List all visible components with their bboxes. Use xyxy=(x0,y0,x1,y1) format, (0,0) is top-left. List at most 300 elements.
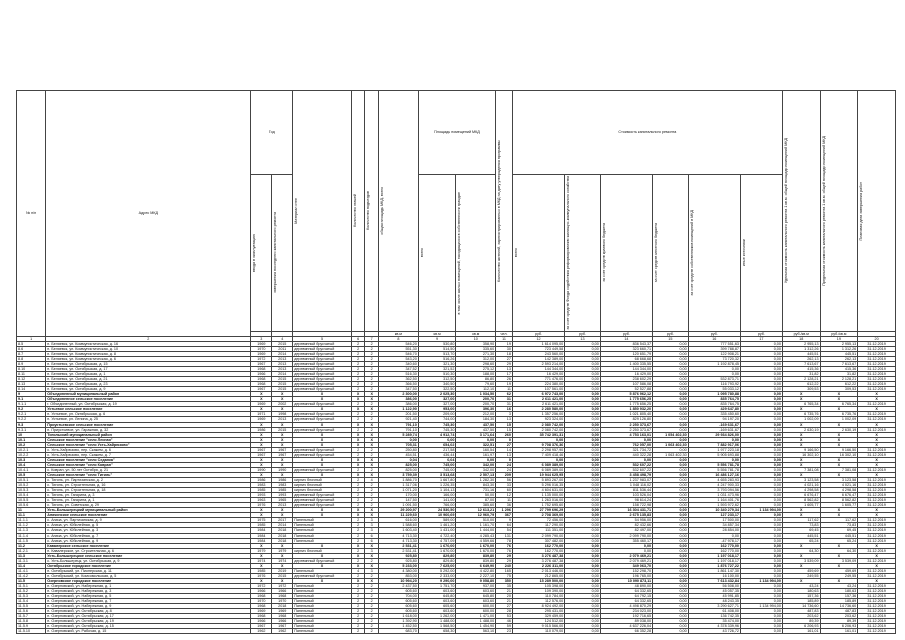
address-cell: с. Усть-Большерецк, ул. Октябрьская, д. 9 xyxy=(46,558,251,563)
table-cell: 1968 xyxy=(251,366,272,371)
table-cell: 2 333,00 xyxy=(418,573,456,578)
table-cell: 516,26 xyxy=(418,356,456,361)
table-cell: 953,00 xyxy=(418,407,456,412)
table-cell: 31.12.2019 xyxy=(858,356,896,361)
table-cell: Х xyxy=(351,392,365,397)
table-cell: 203,62 xyxy=(782,614,820,619)
table-cell: 3 171,64 xyxy=(456,432,496,437)
table-cell: 0,00 xyxy=(740,412,782,417)
table-cell: 1 568,50 xyxy=(418,624,456,629)
address-cell: с. Тигиль, ул. Гагарина, д. 3 xyxy=(46,493,251,498)
table-cell: 5 289,74 xyxy=(379,432,419,437)
table-cell: 1 670,00 xyxy=(418,548,456,553)
table-cell: 0,00 xyxy=(653,377,689,382)
table-cell: 1 751,70 xyxy=(418,584,456,589)
table-cell: 1971 xyxy=(251,412,272,417)
table-cell: 2 xyxy=(351,533,365,538)
table-cell: 0,00 xyxy=(418,437,456,442)
table-cell: 1972 xyxy=(272,584,293,589)
table-cell: 0,00 xyxy=(565,589,601,594)
table-cell: 603,60 xyxy=(418,589,456,594)
table-cell: деревянный брусчатый xyxy=(293,412,352,417)
unit-cell: чел. xyxy=(496,331,513,336)
unit-cell: кв.м xyxy=(456,331,496,336)
table-cell: 445,51 xyxy=(782,351,820,356)
table-cell: 45 057,35 xyxy=(688,589,740,594)
table-cell: деревянный брусчатый xyxy=(293,356,352,361)
table-cell: 0,00 xyxy=(688,372,740,377)
table-cell: 0,00 xyxy=(512,437,564,442)
table-cell: 19 944 625,95 xyxy=(512,472,564,477)
table-cell: 9.3 xyxy=(17,422,46,427)
table-cell: 10.5 xyxy=(17,472,46,477)
table-body xyxy=(17,341,896,634)
table-cell: 82 432,66 xyxy=(600,523,652,528)
table-cell: 10 090 873,11 xyxy=(600,578,652,583)
table-cell: 2015 xyxy=(272,387,293,392)
table-cell: Х xyxy=(858,513,896,518)
table-cell: 7 613,67 xyxy=(820,361,858,366)
table-cell: 2 xyxy=(365,629,379,634)
table-cell: 136 742,35 xyxy=(688,614,740,619)
table-cell: 2 xyxy=(351,498,365,503)
table-cell: 415,36 xyxy=(820,366,858,371)
table-cell: 0,00 xyxy=(653,397,689,402)
table-cell: 62 xyxy=(496,392,513,397)
table-cell: 13 xyxy=(496,366,513,371)
table-cell: Х xyxy=(820,397,858,402)
table-cell: 11.5.7 xyxy=(17,614,46,619)
table-cell: 31.12.2019 xyxy=(858,372,896,377)
table-cell: 0,00 xyxy=(565,457,601,462)
table-cell: 835 764,75 xyxy=(688,402,740,407)
header-cost-total: всего xyxy=(512,175,564,332)
header-municipal: за счет средств местного бюджета xyxy=(653,175,689,332)
table-cell: 152 298,70 xyxy=(600,568,652,573)
column-number-cell: 13 xyxy=(565,336,601,341)
table-cell: 8 562,82 xyxy=(782,498,820,503)
table-cell: 1 104,13 xyxy=(418,488,456,493)
table-cell: 124 512,00 xyxy=(512,619,564,624)
table-cell: 3 793 094,56 xyxy=(688,488,740,493)
table-cell: 19 xyxy=(496,382,513,387)
table-cell: Х xyxy=(351,578,365,583)
table-cell: 312,50 xyxy=(418,377,456,382)
table-cell: 440 322,28 xyxy=(600,452,652,457)
table-cell: Х xyxy=(251,543,272,548)
table-cell: 1 400 335,55 xyxy=(600,361,652,366)
table-cell: 0,00 xyxy=(740,402,782,407)
table-cell: 65,24 xyxy=(782,538,820,543)
table-cell: Х xyxy=(858,553,896,558)
table-cell: 5 296 016,35 xyxy=(512,483,564,488)
table-cell: 1 977 223,18 xyxy=(688,447,740,452)
table-cell: 0,00 xyxy=(740,548,782,553)
table-cell: 66 352,28 xyxy=(600,629,652,634)
table-cell: 29 200,97 xyxy=(379,508,419,513)
table-cell: Х xyxy=(858,578,896,583)
table-cell: Х xyxy=(272,472,293,477)
table-cell: Х xyxy=(351,462,365,467)
table-cell: 298,60 xyxy=(456,361,496,366)
table-cell: 36 xyxy=(496,503,513,508)
table-cell: 10 994,20 xyxy=(379,578,419,583)
table-cell: 8.5 xyxy=(17,341,46,346)
table-cell: 0,00 xyxy=(565,488,601,493)
table-cell: 184,30 xyxy=(456,417,496,422)
table-cell: 56 508,00 xyxy=(688,584,740,589)
table-cell: 111 351,00 xyxy=(512,528,564,533)
table-cell: 14 xyxy=(496,447,513,452)
table-cell: 0,00 xyxy=(740,437,782,442)
table-cell: 2 708 369,00 xyxy=(512,513,564,518)
header-residents: Количество жителей, зарегистрированных в МКД на дату утверждения программы xyxy=(496,91,513,332)
table-cell: 2 025,30 xyxy=(418,392,456,397)
table-cell: 0,00 xyxy=(565,452,601,457)
table-cell: 829,80 xyxy=(418,553,456,558)
table-cell: 0,00 xyxy=(565,417,601,422)
table-cell: 12 613,21 xyxy=(456,508,496,513)
table-cell: Х xyxy=(365,553,379,558)
table-cell: 31.12.2019 xyxy=(858,558,896,563)
table-cell: 9.1.1 xyxy=(17,402,46,407)
table-cell: 0,00 xyxy=(653,558,689,563)
table-cell: 17 500,00 xyxy=(688,518,740,523)
table-cell: Х xyxy=(293,578,352,583)
table-cell: 10.3 xyxy=(17,457,46,462)
table-cell: 1 593 972,62 xyxy=(688,503,740,508)
table-cell: 766,00 xyxy=(418,503,456,508)
table-cell: 4 912,74 xyxy=(418,432,456,437)
table-cell: 10.4 xyxy=(17,462,46,467)
table-cell: Х xyxy=(272,553,293,558)
table-cell: 1969 xyxy=(272,609,293,614)
table-cell: 31.12.2019 xyxy=(858,589,896,594)
table-cell: Х xyxy=(251,442,272,447)
table-cell: 3 xyxy=(365,518,379,523)
table-cell: 2018 xyxy=(272,528,293,533)
table-cell: Х xyxy=(820,513,858,518)
table-cell: 9 166,50 xyxy=(782,447,820,452)
table-cell: 201,50 xyxy=(379,412,419,417)
table-cell: 4 xyxy=(351,568,365,573)
table-cell: 0,00 xyxy=(565,422,601,427)
address-cell: с. Усть-Хайрюзово, пер. Скажем, д. 6 xyxy=(46,447,251,452)
table-cell: 0,00 xyxy=(565,412,601,417)
table-cell: 0,00 xyxy=(653,366,689,371)
table-cell: Х xyxy=(820,432,858,437)
table-cell: 1 357 256,00 xyxy=(512,412,564,417)
table-cell: 2 250 373,67 xyxy=(600,427,652,432)
table-cell: 2 xyxy=(365,493,379,498)
table-cell: 340,50 xyxy=(418,382,456,387)
address-cell: п. Беляевск, ул. Коммунистическая, д. 6 xyxy=(46,356,251,361)
address-cell: Приустьевское сельское поселение xyxy=(46,422,251,427)
table-cell: 2 099 790,00 xyxy=(600,533,652,538)
table-cell: Х xyxy=(782,422,820,427)
table-cell: 1976 xyxy=(251,573,272,578)
header-date: Плановая дата завершения работ xyxy=(858,91,896,332)
capital-repair-table-sheet xyxy=(16,90,896,634)
table-cell: 0,00 xyxy=(565,498,601,503)
table-cell: 31.12.2019 xyxy=(858,533,896,538)
table-cell: 20 xyxy=(496,594,513,599)
table-cell: 1967 xyxy=(251,624,272,629)
table-cell: деревянный брусчатый xyxy=(293,447,352,452)
table-cell: 64,30 xyxy=(820,548,858,553)
table-cell: 0,00 xyxy=(565,533,601,538)
table-cell: 2 xyxy=(351,589,365,594)
table-cell: Х xyxy=(365,472,379,477)
table-cell: Х xyxy=(365,392,379,397)
table-cell: 11.5.9 xyxy=(17,624,46,629)
table-cell: 0,00 xyxy=(565,624,601,629)
table-cell: 0,00 xyxy=(565,407,601,412)
table-cell: 349 063,70 xyxy=(600,563,652,568)
table-cell: 48 890,00 xyxy=(600,584,652,589)
table-cell: 240 xyxy=(496,563,513,568)
table-cell: деревянный брусчатый xyxy=(293,382,352,387)
table-cell: Панельный xyxy=(293,538,352,543)
table-cell: 295 431,00 xyxy=(512,609,564,614)
table-cell: 3 539,09 xyxy=(782,558,820,563)
table-cell: 0,00 xyxy=(565,584,601,589)
table-cell: 31.12.2019 xyxy=(858,498,896,503)
table-cell: 0,00 xyxy=(565,573,601,578)
table-cell: 1975 xyxy=(251,518,272,523)
table-cell: 1 031 473,96 xyxy=(688,493,740,498)
address-cell: п. Озерновский, ул. Набережная, д. 5 xyxy=(46,594,251,599)
table-cell: 1979 xyxy=(251,548,272,553)
table-cell: 31.12.2019 xyxy=(858,609,896,614)
table-cell: 0,00 xyxy=(688,437,740,442)
unit-cell: руб. xyxy=(600,331,652,336)
table-cell: 2 xyxy=(351,351,365,356)
unit-cell: руб./кв.м xyxy=(782,331,820,336)
table-cell: 2 xyxy=(351,387,365,392)
table-cell: 4 247 900,33 xyxy=(688,483,740,488)
table-cell: 0,00 xyxy=(565,619,601,624)
table-cell: Х xyxy=(293,392,352,397)
address-cell: с. Усть-Хайрюзово, пер. Скажем, д. 7 xyxy=(46,452,251,457)
table-cell: 209,00 xyxy=(418,412,456,417)
table-cell: 835 764,75 xyxy=(688,397,740,402)
table-cell: Х xyxy=(782,397,820,402)
column-number-cell: 15 xyxy=(653,336,689,341)
table-cell: Х xyxy=(820,392,858,397)
table-cell: 0,00 xyxy=(653,584,689,589)
table-cell: 180,63 xyxy=(820,589,858,594)
table-cell: 31.12.2019 xyxy=(858,584,896,589)
table-cell: 2 xyxy=(351,467,365,472)
table-cell: 1 048 116,02 xyxy=(600,483,652,488)
table-cell: 30 xyxy=(496,346,513,351)
table-cell: 3 123,58 xyxy=(782,478,820,483)
table-cell: 323 660,71 xyxy=(600,346,652,351)
table-cell: 196 765,00 xyxy=(600,573,652,578)
table-cell: Х xyxy=(251,508,272,513)
table-cell: 4 559,66 xyxy=(456,538,496,543)
address-cell: п. Беляевск, ул. Октябрьская, д. 15 xyxy=(46,361,251,366)
address-cell: с. Тигиль, ул. Советская, д. 29 xyxy=(46,503,251,508)
table-cell: 180,63 xyxy=(782,589,820,594)
table-cell: 43 726,72 xyxy=(688,629,740,634)
table-cell: 2 xyxy=(365,427,379,432)
table-cell: 563,10 xyxy=(456,629,496,634)
table-cell: деревянный брусчатый xyxy=(293,573,352,578)
table-cell: Х xyxy=(351,553,365,558)
table-cell: 0,00 xyxy=(740,447,782,452)
table-cell: 0,00 xyxy=(653,402,689,407)
table-cell: 188,00 xyxy=(456,372,496,377)
header-row-top xyxy=(17,91,896,175)
table-cell: 0,00 xyxy=(565,503,601,508)
table-cell: 107 586,08 xyxy=(600,382,652,387)
table-cell: 1990 xyxy=(251,467,272,472)
table-cell: Х xyxy=(293,513,352,518)
table-cell: 1985 xyxy=(251,568,272,573)
table-cell: Панельный xyxy=(293,589,352,594)
table-cell: 1 161,70 xyxy=(456,523,496,528)
address-cell: с. Тигиль, ул. Строительная, д. 18 xyxy=(46,488,251,493)
table-cell: 1 850 932,20 xyxy=(600,407,652,412)
table-cell: 2 xyxy=(351,483,365,488)
table-cell: 64 332,65 xyxy=(600,599,652,604)
table-cell: 0,00 xyxy=(653,604,689,609)
table-cell: 2 437,50 xyxy=(379,584,419,589)
table-cell: 312,00 xyxy=(456,356,496,361)
table-cell: 2019 xyxy=(272,568,293,573)
table-cell: 5 893 267,00 xyxy=(512,478,564,483)
table-cell: 2011 xyxy=(272,346,293,351)
table-cell: 1 471,00 xyxy=(456,614,496,619)
column-number-cell: 4 xyxy=(272,336,293,341)
table-cell: 2 xyxy=(351,377,365,382)
table-cell: 3 xyxy=(496,412,513,417)
table-cell: 0,00 xyxy=(653,462,689,467)
column-number-cell: 3 xyxy=(251,336,272,341)
table-cell: 705,31 xyxy=(379,442,419,447)
table-cell: 603,60 xyxy=(456,599,496,604)
column-number-cell: 5 xyxy=(293,336,352,341)
table-cell: 0,00 xyxy=(565,397,601,402)
table-cell: 0,00 xyxy=(740,467,782,472)
table-cell: 0,00 xyxy=(600,543,652,548)
table-cell: 2015 xyxy=(272,341,293,346)
column-number-cell: 11 xyxy=(496,336,513,341)
table-cell: 2 xyxy=(365,604,379,609)
table-cell: 2 xyxy=(351,417,365,422)
table-cell: 0,00 xyxy=(653,407,689,412)
table-cell: деревянный брусчатый xyxy=(293,427,352,432)
table-cell: 0,00 xyxy=(740,478,782,483)
table-cell: 3 290 627,71 xyxy=(688,604,740,609)
table-cell: 8.14 xyxy=(17,387,46,392)
table-cell: 10.2.2 xyxy=(17,452,46,457)
table-cell: 0,00 xyxy=(740,488,782,493)
table-cell: 811 536,44 xyxy=(600,488,652,493)
table-cell: Х xyxy=(782,437,820,442)
table-cell: 2013 xyxy=(272,503,293,508)
table-cell: 2 xyxy=(351,356,365,361)
table-cell: 4 378 339,96 xyxy=(688,624,740,629)
header-address: Адрес МКД xyxy=(46,91,251,337)
address-cell: п. Устьевое, ул. Ленина, д. 25 xyxy=(46,417,251,422)
table-cell: 777 551,63 xyxy=(688,341,740,346)
table-cell: 3 xyxy=(365,523,379,528)
table-cell: 16 302,10 xyxy=(782,452,820,457)
table-cell: 0,00 xyxy=(740,361,782,366)
table-cell: 0,00 xyxy=(653,594,689,599)
table-cell: 1983 xyxy=(251,483,272,488)
table-cell: 2 013 446,00 xyxy=(512,568,564,573)
table-cell: 2 xyxy=(351,341,365,346)
table-cell: 0,00 xyxy=(740,351,782,356)
table-cell: 2 xyxy=(365,377,379,382)
table-cell: 3 xyxy=(365,528,379,533)
table-cell: 11.1 xyxy=(17,513,46,518)
table-cell: 2 xyxy=(351,503,365,508)
table-cell: 925,80 xyxy=(379,553,419,558)
table-cell: 2 630,19 xyxy=(782,427,820,432)
table-cell: 1998 xyxy=(272,412,293,417)
table-cell: Х xyxy=(272,422,293,427)
table-cell: 309,53 xyxy=(782,387,820,392)
table-cell: 29 934 826,00 xyxy=(688,432,740,437)
table-cell: Х xyxy=(351,543,365,548)
header-regional: за счет средств краевого бюджета xyxy=(600,175,652,332)
table-cell: Х xyxy=(782,392,820,397)
table-cell: 836 543,37 xyxy=(600,341,652,346)
table-cell: Х xyxy=(293,462,352,467)
table-cell: 0,00 xyxy=(565,356,601,361)
table-cell: 0,00 xyxy=(740,341,782,346)
table-cell: 16 429,00 xyxy=(512,372,564,377)
table-cell: 2014 xyxy=(272,351,293,356)
table-cell: 2014 xyxy=(272,372,293,377)
table-cell: 1974 xyxy=(251,558,272,563)
table-cell: 0,00 xyxy=(600,548,652,553)
table-cell: 0,00 xyxy=(740,452,782,457)
table-cell: 0,00 xyxy=(653,351,689,356)
table-cell: 1962 xyxy=(251,629,272,634)
table-cell: 1 091,50 xyxy=(379,503,419,508)
table-cell: 839,80 xyxy=(456,558,496,563)
address-cell: п. Кавалерское, ул. Строительная, д. 6 xyxy=(46,548,251,553)
table-cell: 487,83 xyxy=(782,609,820,614)
table-cell: 825,00 xyxy=(379,467,419,472)
table-cell: 4 722,40 xyxy=(418,533,456,538)
table-cell: Х xyxy=(365,563,379,568)
table-cell: Х xyxy=(272,508,293,513)
table-cell: Х xyxy=(293,407,352,412)
table-cell: 2 xyxy=(351,361,365,366)
table-cell: 1 282,30 xyxy=(456,478,496,483)
table-cell: Х xyxy=(351,422,365,427)
table-cell: 31.12.2019 xyxy=(858,346,896,351)
table-cell: 11.1.2 xyxy=(17,523,46,528)
table-cell: 75 xyxy=(496,573,513,578)
table-cell: 60 xyxy=(496,488,513,493)
table-cell: 4 637 226,04 xyxy=(600,624,652,629)
table-cell: Х xyxy=(782,462,820,467)
table-cell: Х xyxy=(293,432,352,437)
table-cell: Х xyxy=(858,508,896,513)
table-cell: 27 xyxy=(496,442,513,447)
table-cell: 605,60 xyxy=(379,609,419,614)
table-cell: 31.12.2019 xyxy=(858,538,896,543)
column-number-cell: 20 xyxy=(858,336,896,341)
